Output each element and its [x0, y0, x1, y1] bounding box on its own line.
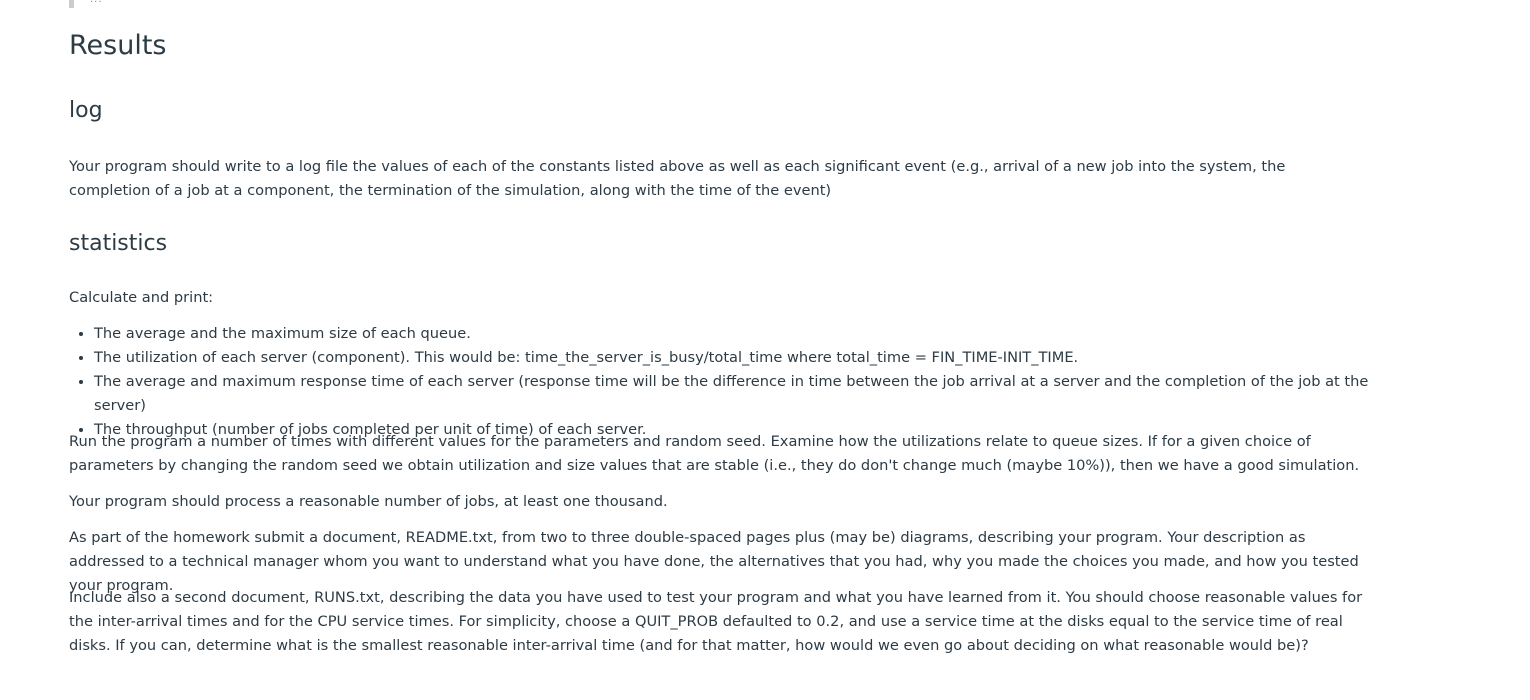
job-count-paragraph: Your program should process a reasonable number of jobs, at least one thousand.: [69, 493, 668, 510]
runs-paragraph: Include also a second document, RUNS.txt, describing the data you have used to test your program and what you have learned from it. You should choose reasonable values for the inter-arrival times and for the CPU service times. For simplicity, choose a QUIT_PROB defaulted to 0.2, and use a service time at the disks equal to the service time of real disks. If you can, determine what is the smallest reasonable inter-arrival time (and for that matter, how would we even go about deciding on what reasonable would be)?: [69, 589, 1363, 654]
log-paragraph: Your program should write to a log file the values of each of the constants listed above as well as each significant event (e.g., arrival of a new job into the system, the completion of a job at a component, the termination of the simulation, along with the time of the event): [69, 158, 1286, 199]
statistics-bullet-list: [69, 322, 1374, 442]
readme-paragraph: As part of the homework submit a document, README.txt, from two to three double-spaced pages plus (may be) diagrams, describing your program. Your description as addressed to a technical manager whom you want to understand what you have done, the alternatives that you had, why you made the choices you made, and how you tested your program.: [69, 529, 1359, 594]
statistics-intro: Calculate and print:: [69, 289, 214, 306]
list-item: • The average and the maximum size of each queue.: [94, 322, 1374, 346]
results-heading: Results: [69, 30, 167, 61]
list-item: • The utilization of each server (component). This would be: time_the_server_is_busy/total_time where total_time = FIN_TIME-INIT_TIME.: [94, 346, 1374, 370]
blockquote-ellipsis: [90, 0, 103, 5]
blockquote-bar: [69, 0, 74, 8]
log-heading: log: [69, 98, 103, 123]
list-item: • The throughput (number of jobs completed per unit of time) of each server.: [94, 418, 1374, 442]
statistics-heading: statistics: [69, 231, 168, 256]
list-item: • The average and maximum response time of each server (response time will be the difference in time between the job arrival at a server and the completion of the job at the server): [94, 370, 1374, 418]
run-program-paragraph: Run the program a number of times with different values for the parameters and random seed. Examine how the utilizations relate to queue sizes. If for a given choice of parameters by changing the random seed we obtain utilization and size values that are stable (i.e., they do don't change much (maybe 10%)), then we have a good simulation.: [69, 433, 1360, 474]
